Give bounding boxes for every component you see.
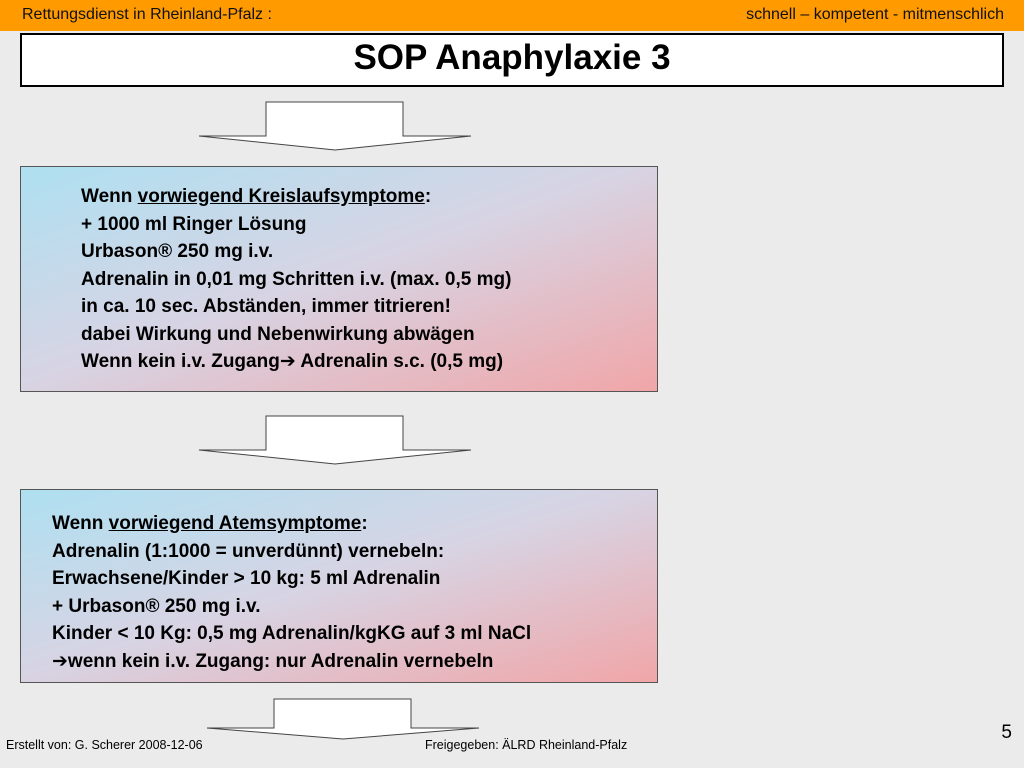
header-slogan: schnell – kompetent - mitmenschlich (746, 6, 1004, 23)
page-number: 5 (1001, 722, 1012, 743)
box1-line: Urbason® 250 mg i.v. (81, 241, 274, 262)
box1-last-line: Wenn kein i.v. Zugang➔ Adrenalin s.c. (0,5 mg) (81, 351, 504, 372)
box1-intro: Wenn vorwiegend Kreislaufsymptome: (81, 186, 432, 207)
box2-last-line: ➔wenn kein i.v. Zugang: nur Adrenalin vernebeln (52, 650, 494, 672)
page-title: SOP Anaphylaxie 3 (353, 38, 671, 77)
footer-approved-by: Freigegeben: ÄLRD Rheinland-Pfalz (425, 738, 628, 752)
down-arrow-icon (197, 415, 473, 465)
circulatory-symptoms-text (81, 183, 511, 376)
respiratory-symptoms-text (52, 510, 531, 675)
footer-created-by: Erstellt von: G. Scherer 2008-12-06 (6, 738, 203, 752)
box2-line: Erwachsene/Kinder > 10 kg: 5 ml Adrenalin (52, 568, 441, 589)
right-arrow-icon: ➔ (279, 351, 296, 372)
box1-line: + 1000 ml Ringer Lösung (81, 213, 307, 235)
down-arrow-icon (205, 698, 481, 740)
box1-line: in ca. 10 sec. Abständen, immer titrieren! (81, 296, 451, 317)
circulatory-symptoms-box (20, 166, 658, 392)
down-arrow-icon (197, 101, 473, 151)
header-bar (0, 0, 1024, 31)
box2-intro: Wenn vorwiegend Atemsymptome: (52, 513, 368, 534)
box2-line: Adrenalin (1:1000 = unverdünnt) vernebeln: (52, 540, 445, 562)
box1-line: dabei Wirkung und Nebenwirkung abwägen (81, 323, 475, 345)
box1-line: Adrenalin in 0,01 mg Schritten i.v. (max. 0,5 mg) (81, 268, 512, 290)
respiratory-symptoms-box (20, 489, 658, 683)
title-box (20, 33, 1004, 87)
box2-line: Kinder < 10 Kg: 0,5 mg Adrenalin/kgKG auf 3 ml NaCl (52, 623, 532, 644)
header-organization: Rettungsdienst in Rheinland-Pfalz : (22, 6, 272, 23)
right-arrow-icon: ➔ (52, 650, 68, 672)
box2-line: + Urbason® 250 mg i.v. (52, 595, 261, 617)
